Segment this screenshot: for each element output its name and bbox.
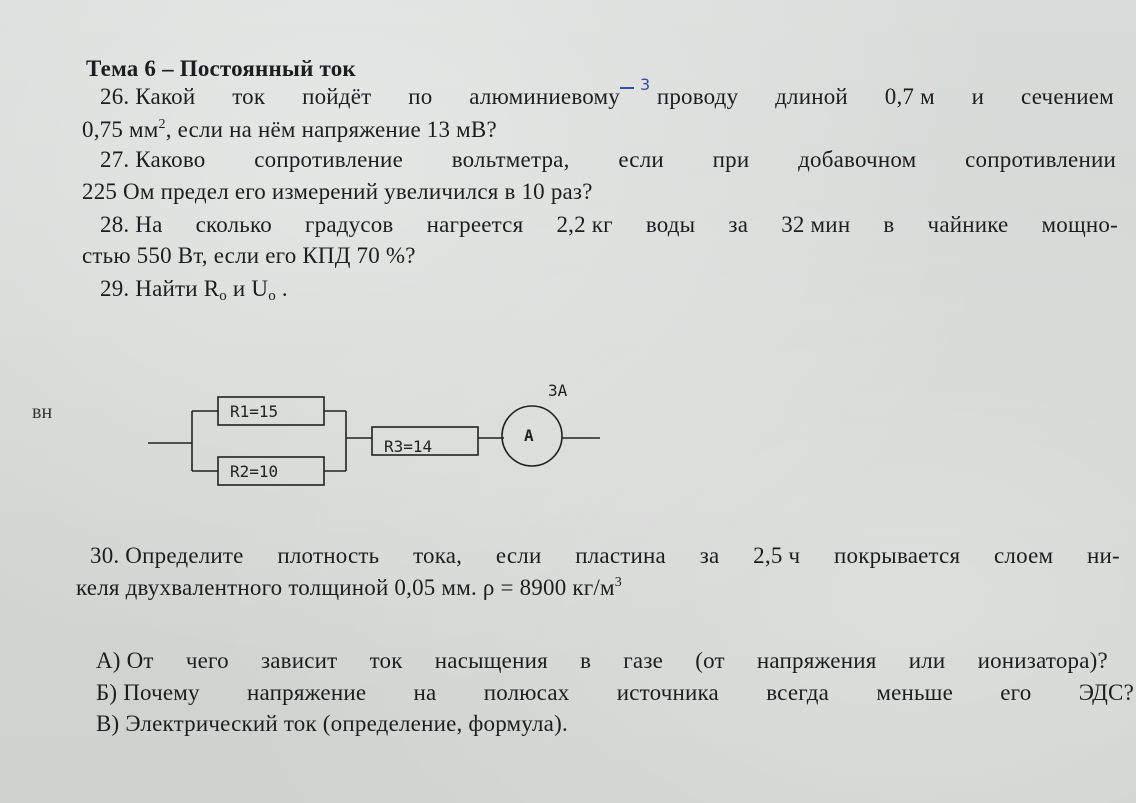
problem-26-area: 0,75 мм	[82, 117, 159, 142]
problem-30-word: покрывается	[834, 543, 961, 568]
problem-27-line-1	[100, 147, 1116, 173]
problem-29	[100, 276, 288, 302]
problem-27-word: добавочном	[798, 147, 917, 172]
question-b-word: напряжение	[247, 680, 367, 705]
problem-30-word: плотность	[277, 543, 380, 568]
problem-27-word: сопротивлении	[965, 147, 1116, 172]
question-a-word: ток	[369, 648, 403, 673]
question-a-word: чего	[185, 648, 229, 673]
problem-28-word: чайнике	[927, 212, 1009, 237]
problem-27-word: вольтметра,	[451, 147, 570, 172]
question-a-word: ионизатора)?	[977, 648, 1108, 673]
problem-26-word: 0,7 м	[884, 84, 935, 109]
problem-30-text: келя двухвалентного толщиной 0,05 мм. ρ = 8900 кг/м	[76, 575, 615, 600]
resistor-r3-label: R3=14	[384, 437, 433, 456]
question-b-word: источника	[616, 680, 719, 705]
problem-29-mid: и U	[226, 276, 269, 301]
current-label: 3A	[548, 381, 568, 400]
question-a-word: в	[580, 648, 592, 673]
question-b-word: полюсах	[483, 680, 570, 705]
question-a-word: или	[908, 648, 946, 673]
question-a-word: А) От	[96, 648, 154, 673]
problem-30-line-1	[90, 543, 1120, 569]
question-b-word: меньше	[876, 680, 953, 705]
problem-28-word: 32 мин	[781, 212, 851, 237]
question-a-word: насыщения	[434, 648, 548, 673]
question-b-word: ЭДС?	[1078, 680, 1134, 705]
problem-26-line-2	[82, 117, 497, 143]
problem-28-word: 2,2 кг	[556, 212, 613, 237]
resistor-r2-label: R2=10	[230, 462, 279, 481]
page-title: Тема 6 – Постоянный ток	[86, 56, 356, 81]
problem-29-sub2: о	[268, 288, 276, 304]
problem-28-word: сколько	[195, 212, 272, 237]
problem-26-word: ток	[232, 84, 266, 109]
problem-26-word: 26. Какой	[100, 84, 196, 109]
problem-28-line-2: стью 550 Вт, если его КПД 70 %?	[82, 243, 416, 268]
problem-30-word: слоем	[994, 543, 1054, 568]
problem-30-word: пластина	[575, 543, 666, 568]
question-b-word: всегда	[766, 680, 830, 705]
problem-30-word: 2,5 ч	[753, 543, 801, 568]
problem-28-word: за	[728, 212, 749, 237]
problem-26-word: проводу	[656, 84, 739, 109]
question-c: В) Электрический ток (определение, формула).	[96, 711, 568, 736]
problem-26-area-exp: 2	[158, 117, 166, 132]
problem-26-word: длиной	[775, 84, 848, 109]
problem-28-word: 28. На	[100, 212, 163, 237]
problem-28-word: мощно-	[1041, 212, 1118, 237]
problem-26-word: по	[408, 84, 433, 109]
question-b-word: Б) Почему	[96, 680, 200, 705]
circuit-diagram	[0, 370, 640, 510]
svg-text:3: 3	[640, 75, 651, 94]
problem-28-word: в	[883, 212, 895, 237]
problem-29-pre: 29. Найти R	[100, 276, 220, 301]
problem-29-sub1: о	[219, 288, 227, 304]
question-b-word: его	[1000, 680, 1032, 705]
problem-30-word: тока,	[413, 543, 463, 568]
question-a-word: (от	[695, 648, 725, 673]
problem-27-word: при	[712, 147, 750, 172]
question-a	[96, 648, 1108, 674]
problem-28-word: воды	[645, 212, 696, 237]
problem-28-line-1	[100, 212, 1118, 238]
problem-30-exp: 3	[614, 575, 622, 590]
problem-30-word: если	[495, 543, 542, 568]
problem-27-word: если	[618, 147, 664, 172]
problem-30-word: ни-	[1087, 543, 1120, 568]
problem-30-line-2	[76, 575, 622, 601]
problem-26-line-1	[100, 84, 1114, 110]
problem-30-word: 30. Определите	[90, 543, 244, 568]
ammeter-label: A	[524, 426, 534, 445]
question-a-word: зависит	[260, 648, 338, 673]
question-b-word: на	[413, 680, 437, 705]
side-label: вн	[32, 401, 53, 423]
problem-26-word: алюминиевому	[469, 84, 620, 109]
problem-26-word: сечением	[1021, 84, 1114, 109]
problem-28-word: градусов	[304, 212, 394, 237]
question-b	[96, 680, 1134, 706]
problem-27-word: сопротивление	[254, 147, 403, 172]
resistor-r1-label: R1=15	[230, 402, 279, 421]
question-a-word: напряжения	[756, 648, 877, 673]
problem-26-word: и	[971, 84, 985, 109]
question-a-word: газе	[623, 648, 664, 673]
problem-27-line-2: 225 Ом предел его измерений увеличился в 10 раз?	[82, 179, 593, 204]
problem-29-post: .	[275, 276, 288, 301]
problem-26-word: пойдёт	[302, 84, 372, 109]
problem-28-word: нагреется	[426, 212, 524, 237]
problem-26-voltage: , если на нём напряжение 13 мВ?	[165, 117, 497, 142]
problem-30-word: за	[699, 543, 720, 568]
problem-27-word: 27. Каково	[100, 147, 206, 172]
